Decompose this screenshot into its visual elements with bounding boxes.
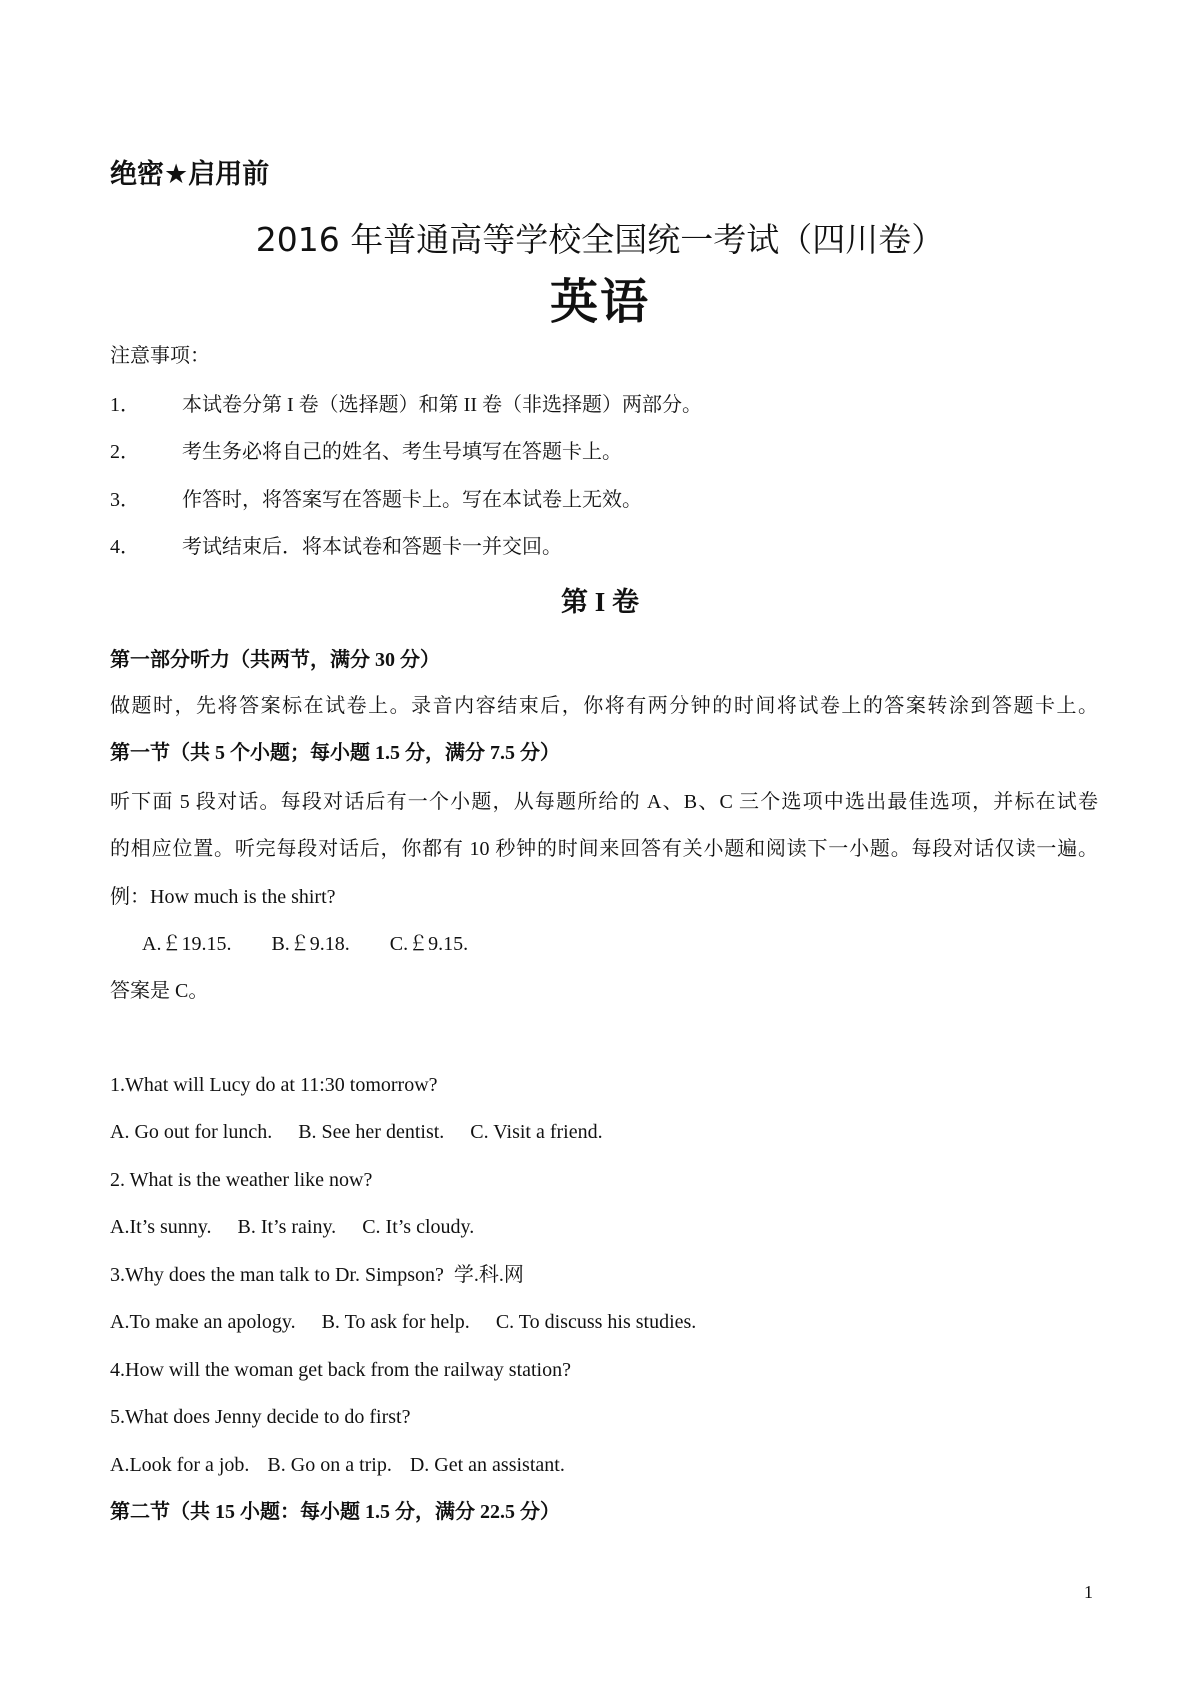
option: B. To ask for help. bbox=[321, 1311, 470, 1333]
classification-label: 绝密★启用前 bbox=[110, 159, 270, 190]
option: A.To make an apology. bbox=[110, 1311, 296, 1333]
notice-item-text: 作答时，将答案写在答题卡上。写在本试卷上无效。 bbox=[182, 489, 642, 511]
watermark-text: 学.科.网 bbox=[453, 1264, 524, 1286]
volume-title: 第 I 卷 bbox=[560, 587, 639, 617]
notice-item-number: 2． bbox=[110, 441, 140, 463]
notice-item-text: 考试结束后．将本试卷和答题卡一并交回。 bbox=[182, 536, 562, 558]
exam-title: 2016 年普通高等学校全国统一考试（四川卷） bbox=[255, 220, 945, 259]
notice-item-number: 4． bbox=[110, 536, 140, 558]
question-3: 3.Why does the man talk to Dr. Simpson? bbox=[110, 1264, 444, 1286]
section1-instruction-line: 听下面 5 段对话。每段对话后有一个小题，从每题所给的 A、B、C 三个选项中选出最佳选项，并标在试卷 bbox=[110, 791, 1098, 813]
example-answer: 答案是 C。 bbox=[110, 980, 209, 1002]
notice-item-text: 本试卷分第 I 卷（选择题）和第 II 卷（非选择题）两部分。 bbox=[182, 394, 702, 416]
option: B. Go on a trip. bbox=[267, 1454, 392, 1476]
part1-heading: 第一部分听力（共两节，满分 30 分） bbox=[110, 649, 440, 671]
section1-heading: 第一节（共 5 个小题；每小题 1.5 分，满分 7.5 分） bbox=[110, 742, 560, 764]
example-question: 例：How much is the shirt? bbox=[110, 886, 336, 908]
page-number: 1 bbox=[1084, 1582, 1093, 1602]
option: A.It’s sunny. bbox=[110, 1216, 212, 1238]
option: D. Get an assistant. bbox=[409, 1454, 565, 1476]
question-1: 1.What will Lucy do at 11:30 tomorrow? bbox=[110, 1074, 438, 1096]
option: C. Visit a friend. bbox=[470, 1121, 603, 1143]
example-option: A.￡19.15. bbox=[142, 933, 232, 955]
notice-item-text: 考生务必将自己的姓名、考生号填写在答题卡上。 bbox=[182, 441, 622, 463]
section1-instruction-line: 的相应位置。听完每段对话后，你都有 10 秒钟的时间来回答有关小题和阅读下一小题。每段对话仅读一遍。 bbox=[110, 838, 1098, 860]
question-1-options bbox=[110, 1119, 603, 1145]
example-option: B.￡9.18. bbox=[271, 933, 350, 955]
example-options bbox=[142, 931, 468, 957]
question-2: 2. What is the weather like now? bbox=[110, 1169, 373, 1191]
option: C. To discuss his studies. bbox=[495, 1311, 697, 1333]
subject-title: 英语 bbox=[549, 274, 650, 330]
example-option: C.￡9.15. bbox=[389, 933, 469, 955]
notice-item-number: 3． bbox=[110, 489, 140, 511]
option: A.Look for a job. bbox=[110, 1454, 250, 1476]
option: B. See her dentist. bbox=[298, 1121, 445, 1143]
section2-heading: 第二节（共 15 小题：每小题 1.5 分，满分 22.5 分） bbox=[110, 1501, 560, 1523]
question-5-options bbox=[110, 1452, 565, 1478]
option: B. It’s rainy. bbox=[237, 1216, 337, 1238]
notice-heading: 注意事项： bbox=[110, 345, 210, 367]
question-3-row bbox=[110, 1262, 524, 1288]
question-2-options bbox=[110, 1214, 474, 1240]
notice-item-number: 1． bbox=[110, 394, 140, 416]
option: A. Go out for lunch. bbox=[110, 1121, 273, 1143]
question-5: 5.What does Jenny decide to do first? bbox=[110, 1406, 411, 1428]
question-4: 4.How will the woman get back from the railway station? bbox=[110, 1359, 571, 1381]
part1-instruction: 做题时，先将答案标在试卷上。录音内容结束后，你将有两分钟的时间将试卷上的答案转涂到答题卡上。 bbox=[110, 695, 1098, 717]
question-3-options bbox=[110, 1309, 696, 1335]
option: C. It’s cloudy. bbox=[362, 1216, 475, 1238]
